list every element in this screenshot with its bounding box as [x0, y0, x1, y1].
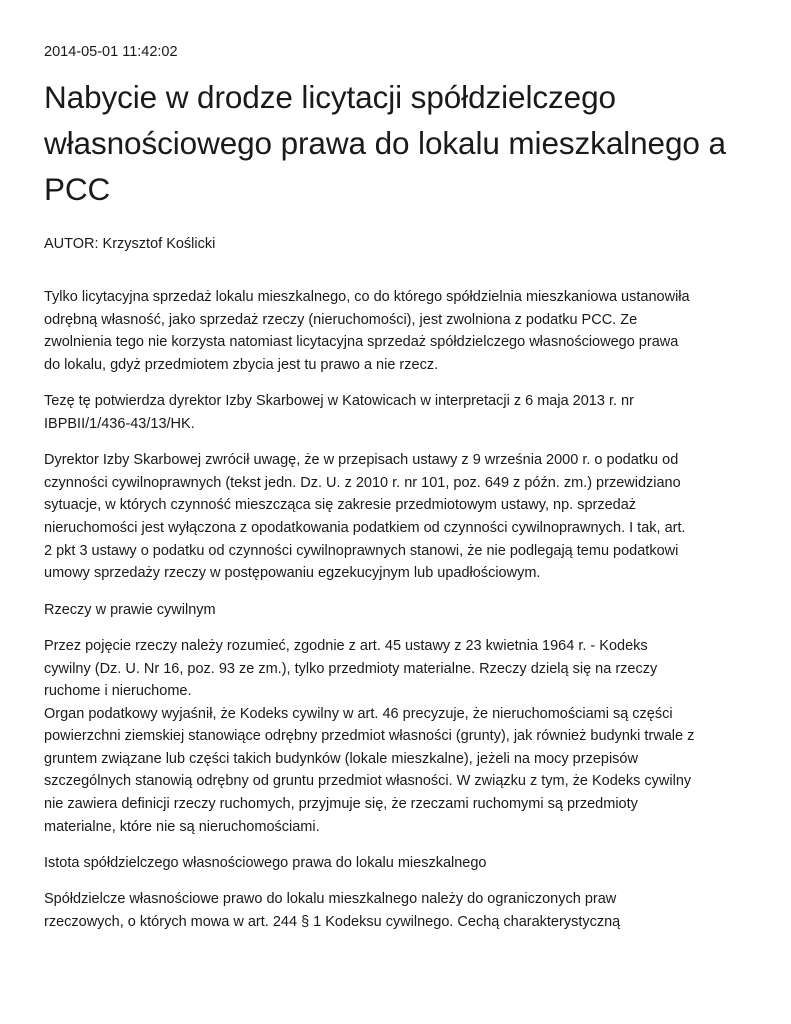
paragraph-line: odrębną własność, jako sprzedaż rzeczy (nieruchomości), jest zwolniona z podatku PCC. Ze — [44, 311, 638, 328]
paragraph-line: szczególnych stanowią odrębny od gruntu przedmiot własności. W związku z tym, że Kodeks cywilny — [44, 773, 692, 790]
paragraph-line: nie zawiera definicji rzeczy ruchomych, przyjmuje się, że rzeczami ruchomymi są przedmioty — [44, 796, 638, 813]
paragraph-line: powierzchni ziemskiej stanowiące odrębny przedmiot własności (grunty), jak również budynki trwale z — [44, 728, 695, 745]
paragraph-line: umowy sprzedaży rzeczy w postępowaniu egzekucyjnym lub upadłościowym. — [44, 565, 541, 582]
paragraph-line: Tylko licytacyjna sprzedaż lokalu mieszkalnego, co do którego spółdzielnia mieszkaniowa ustanowiła — [44, 289, 690, 305]
paragraph-line: Dyrektor Izby Skarbowej zwrócił uwagę, że w przepisach ustawy z 9 września 2000 r. o podatku od — [44, 452, 679, 469]
paragraph-line: zwolnienia tego nie korzysta natomiast licytacyjna sprzedaż spółdzielczego własnościowego prawa — [44, 334, 679, 351]
paragraph — [44, 286, 759, 376]
article-title-line: PCC — [44, 171, 111, 207]
paragraph-line: ruchome i nieruchome. — [44, 683, 192, 700]
paragraph-line: Rzeczy w prawie cywilnym — [44, 601, 216, 618]
paragraph-line: IBPBII/1/436-43/13/HK. — [44, 415, 195, 432]
paragraph-line: Tezę tę potwierdza dyrektor Izby Skarbowej w Katowicach w interpretacji z 6 maja 2013 r. nr — [44, 393, 634, 410]
article-body — [44, 286, 759, 947]
paragraph-line: cywilny (Dz. U. Nr 16, poz. 93 ze zm.), tylko przedmioty materialne. Rzeczy dzielą się na rzeczy — [44, 660, 658, 677]
paragraph-line: rzeczowych, o których mowa w art. 244 § 1 Kodeksu cywilnego. Cechą charakterystyczną — [44, 914, 621, 931]
paragraph — [44, 635, 759, 838]
paragraph-line: do lokalu, gdyż przedmiotem zbycia jest tu prawo a nie rzecz. — [44, 356, 439, 373]
paragraph-line: sytuacje, w których czynność mieszcząca się zakresie przedmiotowym ustawy, np. sprzedaż — [44, 497, 637, 514]
paragraph-line: gruntem związane lub części takich budynków (lokale mieszkalne), jeżeli na mocy przepisów — [44, 750, 638, 767]
paragraph — [44, 390, 759, 435]
paragraph-line: Istota spółdzielczego własnościowego prawa do lokalu mieszkalnego — [44, 855, 487, 872]
article-title-line: Nabycie w drodze licytacji spółdzielczego — [44, 79, 616, 115]
paragraph-line: Organ podatkowy wyjaśnił, że Kodeks cywilny w art. 46 precyzuje, że nieruchomościami są części — [44, 705, 673, 722]
paragraph-line: 2 pkt 3 ustawy o podatku od czynności cywilnoprawnych stanowi, że nie podlegają temu podatkowi — [44, 542, 679, 559]
paragraph-line: Spółdzielcze własnościowe prawo do lokalu mieszkalnego należy do ograniczonych praw — [44, 891, 617, 908]
paragraph — [44, 888, 759, 933]
paragraph — [44, 852, 759, 875]
article-timestamp: 2014-05-01 11:42:02 — [44, 44, 178, 60]
article-title-line: własnościowego prawa do lokalu mieszkalnego a — [44, 125, 726, 161]
paragraph-line: materialne, które nie są nieruchomościami. — [44, 818, 320, 835]
article-title — [44, 74, 744, 212]
paragraph-line: nieruchomości jest wyłączona z opodatkowania podatkiem od czynności cywilnoprawnych. I tak, art. — [44, 519, 686, 536]
paragraph-line: czynności cywilnoprawnych (tekst jedn. Dz. U. z 2010 r. nr 101, poz. 649 z późn. zm.) przewidziano — [44, 474, 681, 491]
paragraph — [44, 599, 759, 622]
article-author: AUTOR: Krzysztof Koślicki — [44, 236, 216, 252]
paragraph — [44, 449, 759, 585]
paragraph-line: Przez pojęcie rzeczy należy rozumieć, zgodnie z art. 45 ustawy z 23 kwietnia 1964 r. - Kodeks — [44, 637, 648, 654]
